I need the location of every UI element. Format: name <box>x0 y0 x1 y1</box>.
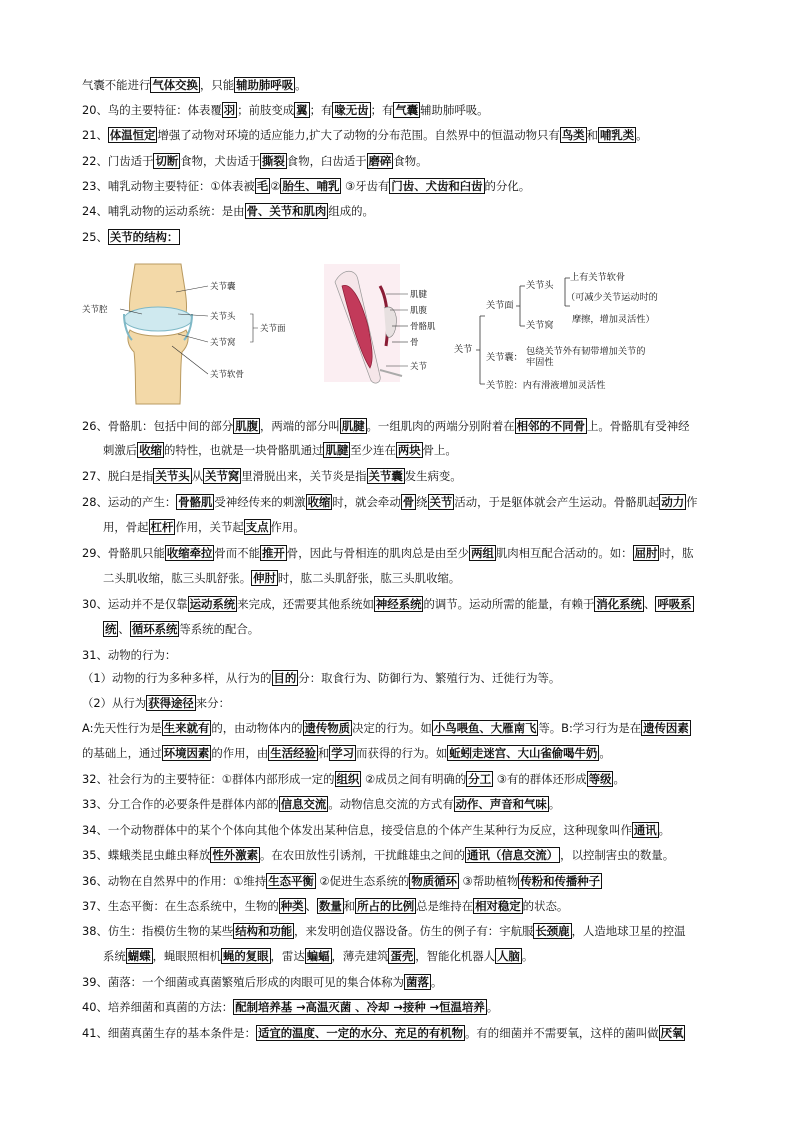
answer-box: 学习 <box>331 746 355 760</box>
answer-box: 骨、关节和肌肉 <box>246 204 327 218</box>
answer-box: 菌落 <box>406 975 429 989</box>
tree-capsule: 关节囊： <box>486 352 523 363</box>
answer-box: 循环系统 <box>131 622 178 636</box>
label-tendon: 肌腱 <box>410 290 428 300</box>
tree-head: 关节头 <box>526 280 554 291</box>
label-joint-head: 关节头 <box>210 312 236 322</box>
line-40: 40、培养细菌和真菌的方法： 配制培养基 →高温灭菌 、冷却 →接种 →恒温培养 。 <box>82 1000 499 1014</box>
tree-cartilage-1: 上有关节软骨 <box>570 272 626 283</box>
answer-box: 种类 <box>280 899 304 913</box>
answer-box: 门齿、犬齿和臼齿 <box>391 179 483 193</box>
answer-box: 环境因素 <box>163 746 210 760</box>
answer-box: 统 <box>105 622 117 636</box>
answer-box: 关节窝 <box>205 469 240 483</box>
answer-box: 撕裂 <box>262 154 285 168</box>
answer-box: 动作、声音和气味 <box>455 797 547 811</box>
line-31b: （2）从行为 获得途径 来分： <box>82 696 230 710</box>
answer-box: 蝙蝠 <box>306 949 330 963</box>
label-skeletal-muscle: 骨骼肌 <box>410 322 436 332</box>
answer-box: 目的 <box>273 671 297 685</box>
line-26b: 刺激后 收缩 的特性，也就是一块骨骼肌通过 肌腱 至少连在 两块 骨上。 <box>103 443 457 457</box>
answer-box: 数量 <box>318 899 342 913</box>
answer-box: 动力 <box>661 495 685 509</box>
answer-box: 长颈鹿 <box>535 924 570 938</box>
line-21: 21、 体温恒定 增强了动物对环境的适应能力,扩大了动物的分布范围。自然界中的恒温动物只有 鸟类 和 哺乳类 。 <box>82 128 648 142</box>
line-20: 20、鸟的主要特征：体表覆 羽 ；前肢变成 翼 ；有 喙无齿 ；有 气囊 辅助肺呼吸。 <box>82 103 489 117</box>
answer-box: 切断 <box>155 154 179 168</box>
answer-box: 神经系统 <box>375 597 422 611</box>
line-22: 22、门齿适于 切断 食物，犬齿适于 撕裂 食物，臼齿适于 磨碎 食物。 <box>82 154 428 168</box>
tree-cartilage-2: （可减少关节运动时的 <box>566 292 658 303</box>
answer-box: 等级 <box>588 772 612 786</box>
answer-box: 蛋壳 <box>390 949 414 963</box>
answer-box: 收缩牵拉 <box>166 546 213 560</box>
line-33: 33、分工合作的必要条件是群体内部的 信息交流 。动物信息交流的方式有 动作、声音和气味 。 <box>82 797 561 811</box>
answer-box: 通讯 <box>633 823 657 837</box>
line-27: 27、脱臼是指 关节头 从 关节窝 里滑脱出来，关节炎是指 关节囊 发生病变。 <box>82 469 462 483</box>
answer-box: 骨 <box>402 495 415 509</box>
line-31c: A:先天性行为是 生来就有 的，由动物体内的 遗传物质 决定的行为。如 小鸟喂鱼、大雁南飞 等。B:学习行为是在 遗传因素 <box>82 721 689 735</box>
answer-box: 相邻的不同骨 <box>516 419 585 433</box>
answer-box: 杠杆 <box>150 520 174 534</box>
answer-box: 气囊 <box>395 103 419 117</box>
answer-box: 磨碎 <box>368 154 392 168</box>
answer-box: 消化系统 <box>596 597 642 611</box>
answer-box: 物质循环 <box>411 874 457 888</box>
answer-box: 伸肘 <box>253 571 276 585</box>
answer-box: 体温恒定 <box>109 128 156 142</box>
answer-box: 关节囊 <box>368 469 403 483</box>
answer-box: 收缩 <box>139 443 162 457</box>
line-41: 41、细菌真菌生存的基本条件是：适宜的温度、一定的水分、充足的有机物 。有的细菌并不需要氧，这样的菌叫做 厌氧 <box>82 1026 684 1040</box>
answer-box: 肌腱 <box>341 419 365 433</box>
line-25: 25、 关节的结构： <box>82 230 179 244</box>
label-joint-cavity: 关节腔 <box>82 305 108 315</box>
joint-figure <box>80 256 730 406</box>
label-joint-socket: 关节窝 <box>210 338 236 348</box>
answer-box: 羽 <box>223 103 236 117</box>
answer-box: 信息交流 <box>280 797 327 811</box>
line-31: 31、动物的行为： <box>82 648 177 662</box>
label-joint-surface: 关节面 <box>260 324 286 334</box>
answer-box: 两组 <box>471 546 494 560</box>
answer-box: 分工 <box>468 772 492 786</box>
line-38b: 系统 蝴蝶 ，蝇眼照相机 蝇的复眼 ，雷达 蝙蝠 ，薄壳建筑 蛋壳 ，智能化机器人 人脑 。 <box>103 949 534 963</box>
label-joint-capsule: 关节囊 <box>210 282 236 292</box>
answer-box: 传粉和传播种子 <box>520 874 601 888</box>
arm-muscle-drawing <box>324 264 408 383</box>
answer-box: 性外激素 <box>212 848 258 862</box>
tree-brackets <box>476 278 570 384</box>
line-30b: 统 、 循环系统 等系统的配合。 <box>105 622 260 636</box>
answer-box: 蝴蝶 <box>127 949 151 963</box>
answer-box: 相对稳定 <box>475 899 521 913</box>
answer-box: 组织 <box>336 772 360 786</box>
label-joint-cartilage: 关节软骨 <box>210 370 245 380</box>
answer-box: 哺乳类 <box>599 128 635 142</box>
answer-box: 肌腹 <box>235 419 258 433</box>
answer-box: 结构和功能 <box>235 924 293 938</box>
label-bone: 骨 <box>410 338 419 348</box>
answer-box: 配制培养基 →高温灭菌 、冷却 →接种 →恒温培养 <box>235 1000 485 1014</box>
answer-box: 适宜的温度、一定的水分、充足的有机物 <box>257 1026 464 1040</box>
answer-box: 小鸟喂鱼、大雁南飞 <box>433 721 537 735</box>
answer-box: 生活经验 <box>270 746 316 760</box>
answer-box: 生来就有 <box>163 721 210 735</box>
answer-box: 厌氧 <box>660 1026 684 1040</box>
line-28b: 用，骨起 杠杆 作用，关节起 支点 作用。 <box>103 520 305 534</box>
line-23: 23、哺乳动物主要特征：①体表被 毛 ② 胎生、哺乳 ③牙齿有 门齿、犬齿和臼齿 的分化。 <box>82 179 531 193</box>
line-37: 37、生态平衡：在生态系统中，生物的 种类 、 数量 和 所占的比例 总是维持在 相对稳定 的状态。 <box>82 899 569 913</box>
joint-diagrams <box>80 256 730 406</box>
label-muscle-belly: 肌腹 <box>410 306 428 316</box>
answer-box: 支点 <box>245 520 269 534</box>
line-26: 26、骨骼肌：包括中间的部分 肌腹 ，两端的部分叫 肌腱 。一组肌肉的两端分别附着在 相邻的不同骨 上。骨骼肌有受神经 <box>82 419 690 433</box>
answer-box: 运动系统 <box>189 597 236 611</box>
answer-box: 人脑 <box>497 949 520 963</box>
tree-root: 关节 <box>454 344 473 355</box>
answer-box: 关节的结构： <box>109 230 179 244</box>
line-19: 气囊不能进行 气体交换 ，只能 辅助肺呼吸 。 <box>82 78 307 92</box>
line-31a: （1）动物的行为多种多样，从行为的 目的 分：取食行为、防御行为、繁殖行为、迁徙行为等。 <box>82 671 561 685</box>
line-31d: 的基础上，通过 环境因素 的作用，由 生活经验 和 学习 而获得的行为。如 蚯蚓走迷宫、大山雀偷喝牛奶 。 <box>82 746 611 760</box>
tree-capsule-text-2: 牢固性 <box>526 357 554 368</box>
tree-capsule-text-1: 包绕关节外有韧带增加关节的 <box>526 346 646 357</box>
answer-box: 骨骼肌 <box>178 495 213 509</box>
answer-box: 呼吸系 <box>657 597 692 611</box>
knee-joint-drawing <box>120 264 258 404</box>
answer-box: 鸟类 <box>561 128 585 142</box>
answer-box: 推开 <box>262 546 285 560</box>
answer-box: 获得途径 <box>148 696 194 710</box>
line-24: 24、哺乳动物的运动系统：是由 骨、关节和肌肉 组成的。 <box>82 204 374 218</box>
answer-box: 遗传因素 <box>643 721 689 735</box>
answer-box: 所占的比例 <box>357 899 415 913</box>
line-28: 28、运动的产生： 骨骼肌 受神经传来的刺激 收缩 时，就会牵动 骨 绕 关节 活动，于是躯体就会产生运动。骨骼肌起 动力 作 <box>82 495 698 509</box>
line-29b: 二头肌收缩，肱三头肌舒张。 伸肘 时，肱二头肌舒张，肱三头肌收缩。 <box>103 571 461 585</box>
answer-box: 关节头 <box>155 469 190 483</box>
answer-box: 生态平衡 <box>268 874 314 888</box>
answer-box: 屈肘 <box>634 546 658 560</box>
answer-box: 翼 <box>296 103 308 117</box>
line-34: 34、一个动物群体中的某个个体向其他个体发出某种信息，接受信息的个体产生某种行为反应，这种现象叫作 通讯 。 <box>82 823 671 837</box>
answer-box: 辅助肺呼吸 <box>236 78 294 92</box>
answer-box: 蝇的复眼 <box>222 949 269 963</box>
answer-box: 蚯蚓走迷宫、大山雀偷喝牛奶 <box>449 746 598 760</box>
answer-box: 毛 <box>256 179 269 193</box>
answer-box: 通讯（信息交流） <box>467 848 559 862</box>
answer-box: 收缩 <box>307 495 331 509</box>
label-joint: 关节 <box>410 362 428 372</box>
answer-box: 两块 <box>397 443 421 457</box>
line-29: 29、骨骼肌只能 收缩牵拉 骨而不能 推开 骨，因此与骨相连的肌肉总是由至少 两组 肌肉相互配合活动的。如： 屈肘 时，肱 <box>82 546 694 560</box>
line-35: 35、蝶蛾类昆虫雌虫释放 性外激素 。在农田放性引诱剂，干扰雌雄虫之间的 通讯（信息交流） ，以控制害虫的数量。 <box>82 848 675 862</box>
tree-surface: 关节面 <box>486 300 514 311</box>
line-36: 36、动物在自然界中的作用：①维持 生态平衡 ②促进生态系统的 物质循环 ③帮助植物 传粉和传播种子 <box>82 874 601 888</box>
line-32: 32、社会行为的主要特征：①群体内部形成一定的 组织 ②成员之间有明确的 分工 ③有的群体还形成 等级 。 <box>82 772 625 786</box>
line-39: 39、菌落：一个细菌或真菌繁殖后形成的肉眼可见的集合体称为 菌落 。 <box>82 975 443 989</box>
answer-box: 肌腱 <box>325 443 349 457</box>
line-30: 30、运动并不是仅靠 运动系统 来完成，还需要其他系统如 神经系统 的调节。运动所需的能量，有赖于 消化系统 、 呼吸系 <box>82 597 692 611</box>
answer-box: 关节 <box>429 495 453 509</box>
tree-socket: 关节窝 <box>526 320 554 331</box>
answer-box: 胎生、哺乳 <box>282 179 340 193</box>
answer-box: 气体交换 <box>152 78 198 92</box>
answer-box: 遗传物质 <box>304 721 351 735</box>
answer-box: 喙无齿 <box>334 103 369 117</box>
line-38: 38、仿生：指模仿生物的某些 结构和功能 ，来发明创造仪器设备。仿生的例子有：宇航服 长颈鹿 ，人造地球卫星的控温 <box>82 924 686 938</box>
tree-cavity: 关节腔：内有滑液增加灵活性 <box>486 380 606 391</box>
tree-cartilage-3: 摩擦，增加灵活性） <box>572 314 655 325</box>
